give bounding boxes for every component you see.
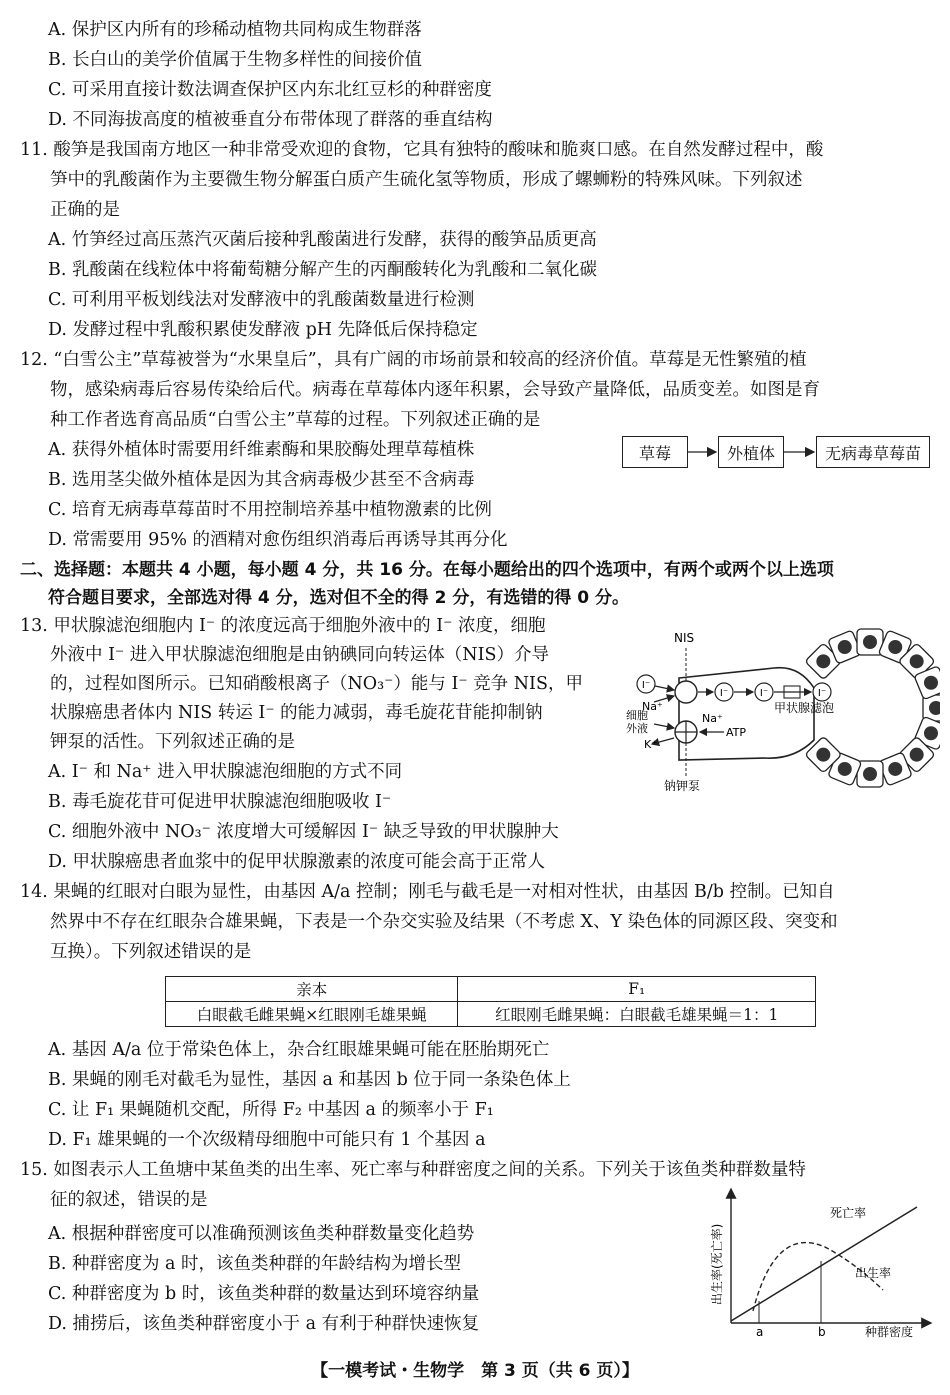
nis-label: NIS — [674, 631, 695, 645]
q14-option-c: C. 让 F₁ 果蝇随机交配，所得 F₂ 中基因 a 的频率小于 F₁ — [48, 1100, 494, 1120]
cell-nucleus — [910, 748, 924, 762]
atp-label: ATP — [726, 726, 747, 739]
legend-death-rate: 死亡率 — [830, 1206, 867, 1220]
q13-option-a: A. I⁻ 和 Na⁺ 进入甲状腺滤泡细胞的方式不同 — [48, 762, 403, 782]
q12-option-d: D. 常需要用 95% 的酒精对愈伤组织消毒后再诱导其再分化 — [48, 530, 508, 550]
q14-option-b: B. 果蝇的刚毛对截毛为显性，基因 a 和基因 b 位于同一条染色体上 — [48, 1070, 571, 1090]
q13-option-d: D. 甲状腺癌患者血浆中的促甲状腺激素的浓度可能会高于正常人 — [48, 852, 546, 872]
q12-option-c: C. 培育无病毒草莓苗时不用控制培养基中植物激素的比例 — [48, 500, 492, 520]
q13-stem-line: 状腺癌患者体内 NIS 转运 I⁻ 的能力减弱，毒毛旋花苷能抑制钠 — [50, 703, 543, 723]
q10-option-d: D. 不同海拔高度的植被垂直分布带体现了群落的垂直结构 — [48, 110, 493, 130]
q14-stem-line: 然界中不存在红眼杂合雄果蝇，下表是一个杂交实验及结果（不考虑 X、Y 染色体的同源区段、突变和 — [50, 912, 838, 932]
q15-option-c: C. 种群密度为 b 时，该鱼类种群的数量达到环境容纳量 — [48, 1284, 480, 1304]
q14-option-a: A. 基因 A/a 位于常染色体上，杂合红眼雄果蝇可能在胚胎期死亡 — [48, 1040, 550, 1060]
q11-stem-line: 笋中的乳酸菌作为主要微生物分解蛋白质产生硫化氢等物质，形成了螺蛳粉的特殊风味。下列叙述 — [50, 170, 803, 190]
q12-stem-line: 12. “白雪公主”草莓被誉为“水果皇后”，具有广阔的市场前景和较高的经济价值。草莓是无性繁殖的植 — [20, 350, 807, 370]
q15-chart — [705, 1185, 935, 1340]
cell-nucleus — [816, 654, 830, 668]
pump-label: 钠钾泵 — [664, 779, 701, 793]
iodide-label: I⁻ — [759, 688, 769, 699]
q14-stem-line: 14. 果蝇的红眼对白眼为显性，由基因 A/a 控制；刚毛与截毛是一对相对性状，由基因 B/b 控制。已知自 — [20, 882, 835, 902]
q13-stem-line: 13. 甲状腺滤泡细胞内 I⁻ 的浓度远高于细胞外液中的 I⁻ 浓度，细胞 — [20, 616, 546, 636]
q11-stem-line: 正确的是 — [50, 200, 120, 220]
page-footer: 【一模考试・生物学 第 3 页（共 6 页）】 — [311, 1361, 639, 1381]
q15-option-d: D. 捕捞后，该鱼类种群密度小于 a 有利于种群快速恢复 — [48, 1314, 480, 1334]
cell-nucleus — [838, 640, 852, 654]
table-header-parents: 亲本 — [166, 977, 458, 1002]
x-axis-label: 种群密度 — [865, 1325, 914, 1339]
q14-option-d: D. F₁ 雄果蝇的一个次级精母细胞中可能只有 1 个基因 a — [48, 1130, 486, 1150]
nis-transporter — [675, 681, 697, 703]
cell-nucleus — [838, 762, 852, 776]
flow-box-strawberry: 草莓 — [622, 436, 688, 468]
k-label: K⁺ — [644, 738, 658, 751]
cell-nucleus — [910, 654, 924, 668]
q11-option-d: D. 发酵过程中乳酸积累使发酵液 pH 先降低后保持稳定 — [48, 320, 478, 340]
y-axis-label: 出生率(死亡率) — [710, 1223, 724, 1305]
section-2-heading-cont: 符合题目要求，全部选对得 4 分，选对但不全的得 2 分，有选错的得 0 分。 — [48, 588, 629, 608]
q12-option-a: A. 获得外植体时需要用纤维素酶和果胶酶处理草莓植株 — [48, 440, 475, 460]
q12-option-b: B. 选用茎尖做外植体是因为其含病毒极少甚至不含病毒 — [48, 470, 475, 490]
q12-stem-line: 物，感染病毒后容易传染给后代。病毒在草莓体内逐年积累，会导致产量降低，品质变差。如图是育 — [50, 380, 820, 400]
na-label-inside: Na⁺ — [702, 712, 723, 725]
iodide-label: I⁻ — [817, 688, 827, 699]
section-2-heading: 二、选择题：本题共 4 小题，每小题 4 分，共 16 分。在每小题给出的四个选项中，有两个或两个以上选项 — [20, 560, 834, 580]
flow-box-explant: 外植体 — [718, 436, 784, 468]
q13-option-c: C. 细胞外液中 NO₃⁻ 浓度增大可缓解因 I⁻ 缺乏导致的甲状腺肿大 — [48, 822, 559, 842]
extracellular-label: 细胞外液 — [626, 709, 648, 735]
q11-option-c: C. 可利用平板划线法对发酵液中的乳酸菌数量进行检测 — [48, 290, 475, 310]
q10-option-b: B. 长白山的美学价值属于生物多样性的间接价值 — [48, 50, 422, 70]
flow-arrows — [686, 436, 818, 468]
cell-nucleus — [863, 635, 877, 649]
cell-nucleus — [863, 767, 877, 781]
iodide-label: I⁻ — [719, 688, 729, 699]
follicle-label: 甲状腺滤泡 — [774, 701, 835, 715]
q14-cross-table — [165, 976, 816, 1027]
flow-box-virus-free-seedling: 无病毒草莓苗 — [816, 436, 930, 468]
q15-stem-line: 征的叙述，错误的是 — [50, 1190, 208, 1210]
q13-stem-line: 钾泵的活性。下列叙述正确的是 — [50, 732, 295, 752]
q14-stem-line: 互换）。下列叙述错误的是 — [50, 942, 252, 962]
x-tick-a: a — [756, 1325, 764, 1339]
q13-thyroid-follicle-diagram — [624, 620, 940, 795]
cell-nucleus — [888, 762, 902, 776]
cell-nucleus — [924, 676, 938, 690]
q15-option-b: B. 种群密度为 a 时，该鱼类种群的年龄结构为增长型 — [48, 1254, 462, 1274]
q15-option-a: A. 根据种群密度可以准确预测该鱼类种群数量变化趋势 — [48, 1224, 475, 1244]
cell-nucleus — [924, 726, 938, 740]
cell-nucleus — [816, 748, 830, 762]
q10-option-c: C. 可采用直接计数法调查保护区内东北红豆杉的种群密度 — [48, 80, 492, 100]
q12-stem-line: 种工作者选育高品质“白雪公主”草莓的过程。下列叙述正确的是 — [50, 410, 541, 430]
q11-option-b: B. 乳酸菌在线粒体中将葡萄糖分解产生的丙酮酸转化为乳酸和二氧化碳 — [48, 260, 597, 280]
q10-option-a: A. 保护区内所有的珍稀动植物共同构成生物群落 — [48, 20, 422, 40]
legend-birth-rate: 出生率 — [855, 1266, 892, 1280]
iodide-label: I⁻ — [641, 680, 651, 691]
q11-stem-line: 11. 酸笋是我国南方地区一种非常受欢迎的食物，它具有独特的酸味和脆爽口感。在自然发酵过程中，酸 — [20, 140, 824, 160]
cell-nucleus — [888, 640, 902, 654]
q13-stem-line: 的，过程如图所示。已知硝酸根离子（NO₃⁻）能与 I⁻ 竞争 NIS，甲 — [50, 674, 583, 694]
table-header-f1: F₁ — [458, 977, 816, 1002]
table-cell-f1: 红眼刚毛雌果蝇：白眼截毛雄果蝇＝1：1 — [458, 1002, 816, 1027]
x-tick-b: b — [818, 1325, 826, 1339]
q15-stem-line: 15. 如图表示人工鱼塘中某鱼类的出生率、死亡率与种群密度之间的关系。下列关于该鱼类种群数量特 — [20, 1160, 806, 1180]
q13-option-b: B. 毒毛旋花苷可促进甲状腺滤泡细胞吸收 I⁻ — [48, 792, 392, 812]
q11-option-a: A. 竹笋经过高压蒸汽灭菌后接种乳酸菌进行发酵，获得的酸笋品质更高 — [48, 230, 597, 250]
q13-stem-line: 外液中 I⁻ 进入甲状腺滤泡细胞是由钠碘同向转运体（NIS）介导 — [50, 645, 549, 665]
table-cell-parents: 白眼截毛雌果蝇×红眼刚毛雄果蝇 — [166, 1002, 458, 1027]
na-label-outside: Na⁺ — [642, 700, 663, 713]
